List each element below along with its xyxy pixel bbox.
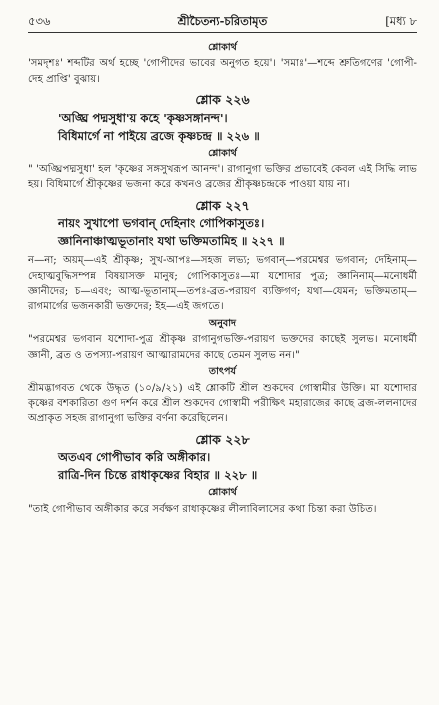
verse-heading: শ্লোক ২২৮ xyxy=(195,431,250,447)
page-number: ৫৩৬ xyxy=(28,14,51,28)
translation-paragraph: "তাই গোপীভাব অঙ্গীকার করে সর্বক্ষণ রাধাকৃষ্ণের লীলাবিলাসের কথা চিন্তা করা উচিত। xyxy=(28,503,377,515)
running-header xyxy=(28,0,417,30)
section-heading: শ্লোকার্থ xyxy=(208,487,237,499)
section-heading: শ্লোকার্থ xyxy=(208,42,237,53)
verse-line: জ্ঞানিনাঞ্চাত্মভূতানাং যথা ভক্তিমতামিহ ॥ ২২৭ ॥ xyxy=(58,234,285,249)
page-content xyxy=(28,30,417,517)
word-for-word-paragraph: ন—না; অয়ম্—এই শ্রীকৃষ্ণ; সুখ-আপঃ—সহজ লভ্য; ভগবান্—পরমেশ্বর ভগবান; দেহিনাম্—দেহাত্মবুদ্ধিসম্পন্ন বিষয়াসক্ত মানুষ; গোপিকাসুতঃ—মা যশোদার পুত্র; জ্ঞানিনাম্—মনোধর্মী জ্ঞানীদের; চ—এবং; আত্ম-ভূতানাম্—তপঃ-ব্রত-পরায়ণ ব্যক্তিগণ; যথা—যেমন; ভক্তিমতাম্—রাগমার্গের ভজনকারী ভক্তদের; ইহ—এই জগতে। xyxy=(28,255,417,313)
section-heading: শ্লোকার্থ xyxy=(208,147,237,159)
verse-heading: শ্লোক ২২৬ xyxy=(195,92,250,108)
verse-line: বিধিমার্গে না পাইয়ে ব্রজে কৃষ্ণচন্দ্র ॥ ২২৬ ॥ xyxy=(58,128,260,143)
verse-heading: শ্লোক ২২৭ xyxy=(195,197,250,213)
translation-paragraph: 'সমদৃশঃ' শব্দটির অর্থ হচ্ছে 'গোপীদের ভাবের অনুগত হয়ে'। 'সমাঃ'—শব্দে শ্রুতিগণের 'গোপী-দেহ প্রাপ্তি' বুঝায়। xyxy=(28,58,417,85)
section-heading: অনুবাদ xyxy=(208,317,237,329)
book-title: শ্রীচৈতন্য-চরিতামৃত xyxy=(177,14,268,28)
verse-line: রাত্রি-দিন চিন্তে রাধাকৃষ্ণের বিহার ॥ ২২৮ ॥ xyxy=(58,468,258,483)
header-rule xyxy=(28,32,417,33)
purport-paragraph: শ্রীমদ্ভাগবত থেকে উদ্ধৃত (১০/৯/২১) এই শ্লোকটি শ্রীল শুকদেব গোস্বামীর উক্তি। মা যশোদার কৃষ্ণের বশকারিতা গুণ দর্শন করে শ্রীল শুকদেব গোস্বামী পরীক্ষিৎ মহারাজের কাছে ব্রজ-ললনাদের অপ্রাকৃত সহজ রাগানুগা ভক্তির বর্ণনা করেছিলেন। xyxy=(28,382,417,425)
section-heading: তাৎপর্য xyxy=(208,366,237,378)
translation-paragraph: " 'অঙ্ঘ্রিপদ্মসুধা' হল 'কৃষ্ণের সঙ্গসুখরূপ আনন্দ'। রাগানুগা ভক্তির প্রভাবেই কেবল এই সিদ্ধি লাভ হয়। বিধিমার্গে শ্রীকৃষ্ণের ভজনা করে কখনও ব্রজের শ্রীকৃষ্ণচন্দ্রকে পাওয়া যায় না। xyxy=(28,164,417,191)
verse-line: 'অঙ্ঘ্রি পদ্মসুধা'য় কহে 'কৃষ্ণসঙ্গানন্দ'। xyxy=(58,110,228,125)
verse-line: অতএব গোপীভাব করি অঙ্গীকার। xyxy=(58,450,211,465)
translation-paragraph: "পরমেশ্বর ভগবান যশোদা-পুত্র শ্রীকৃষ্ণ রাগানুগভক্তি-পরায়ণ ভক্তদের কাছেই সুলভ। মনোধর্মী জ্ঞানী, ব্রত ও তপস্যা-পরায়ণ আত্মারামদের কাছে তেমন সুলভ নন।" xyxy=(28,334,417,361)
verse-line: নায়ং সুখাপো ভগবান্ দেহিনাং গোপিকাসুতঃ। xyxy=(58,216,265,231)
chapter-marker: [মধ্য ৮ xyxy=(385,14,417,28)
